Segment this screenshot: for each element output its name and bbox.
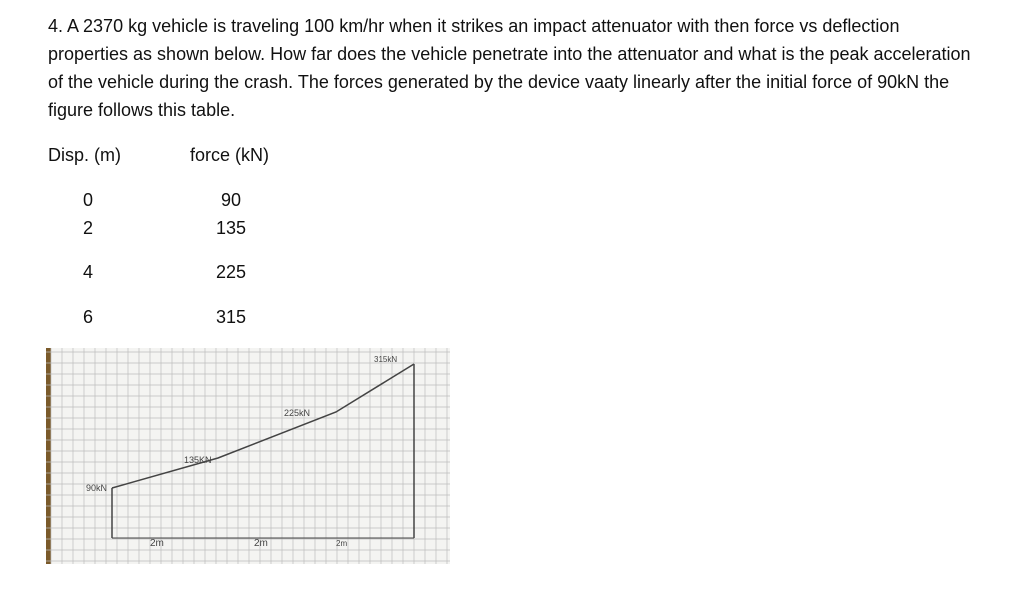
graph-paper — [46, 348, 450, 564]
question-text: 4. A 2370 kg vehicle is traveling 100 km/hr when it strikes an impact attenuator with then force vs deflection properties as shown below. How far does the vehicle penetrate into the attenuator and what is the peak acceleration of the vehicle during the crash. The forces generated by the device vaaty linearly after the initial force of 90kN the figure follows this table. — [48, 16, 971, 120]
force-column-header: force (kN) — [190, 145, 270, 165]
displacement-column-header: Disp. (m) — [48, 145, 121, 165]
table-cell-force: 90 — [220, 190, 242, 210]
force-deflection-sketch — [46, 348, 450, 564]
table-cell-disp: 4 — [82, 262, 93, 282]
label-315kn: 315kN — [374, 355, 398, 364]
table-cell-disp: 2 — [82, 218, 93, 238]
table-cell-force: 225 — [215, 262, 247, 282]
paper-edge — [46, 348, 51, 564]
label-segment-3: 2m — [336, 539, 348, 548]
label-90kn: 90kN — [86, 483, 108, 493]
table-cell-force: 315 — [215, 307, 247, 327]
label-segment-1: 2m — [150, 538, 164, 549]
table-cell-disp: 0 — [82, 190, 93, 210]
label-225kn: 225kN — [284, 408, 311, 418]
table-cell-force: 135 — [215, 218, 247, 238]
label-135kn: 135KN — [184, 455, 212, 465]
table-cell-disp: 6 — [82, 307, 93, 327]
label-segment-2: 2m — [254, 538, 268, 549]
